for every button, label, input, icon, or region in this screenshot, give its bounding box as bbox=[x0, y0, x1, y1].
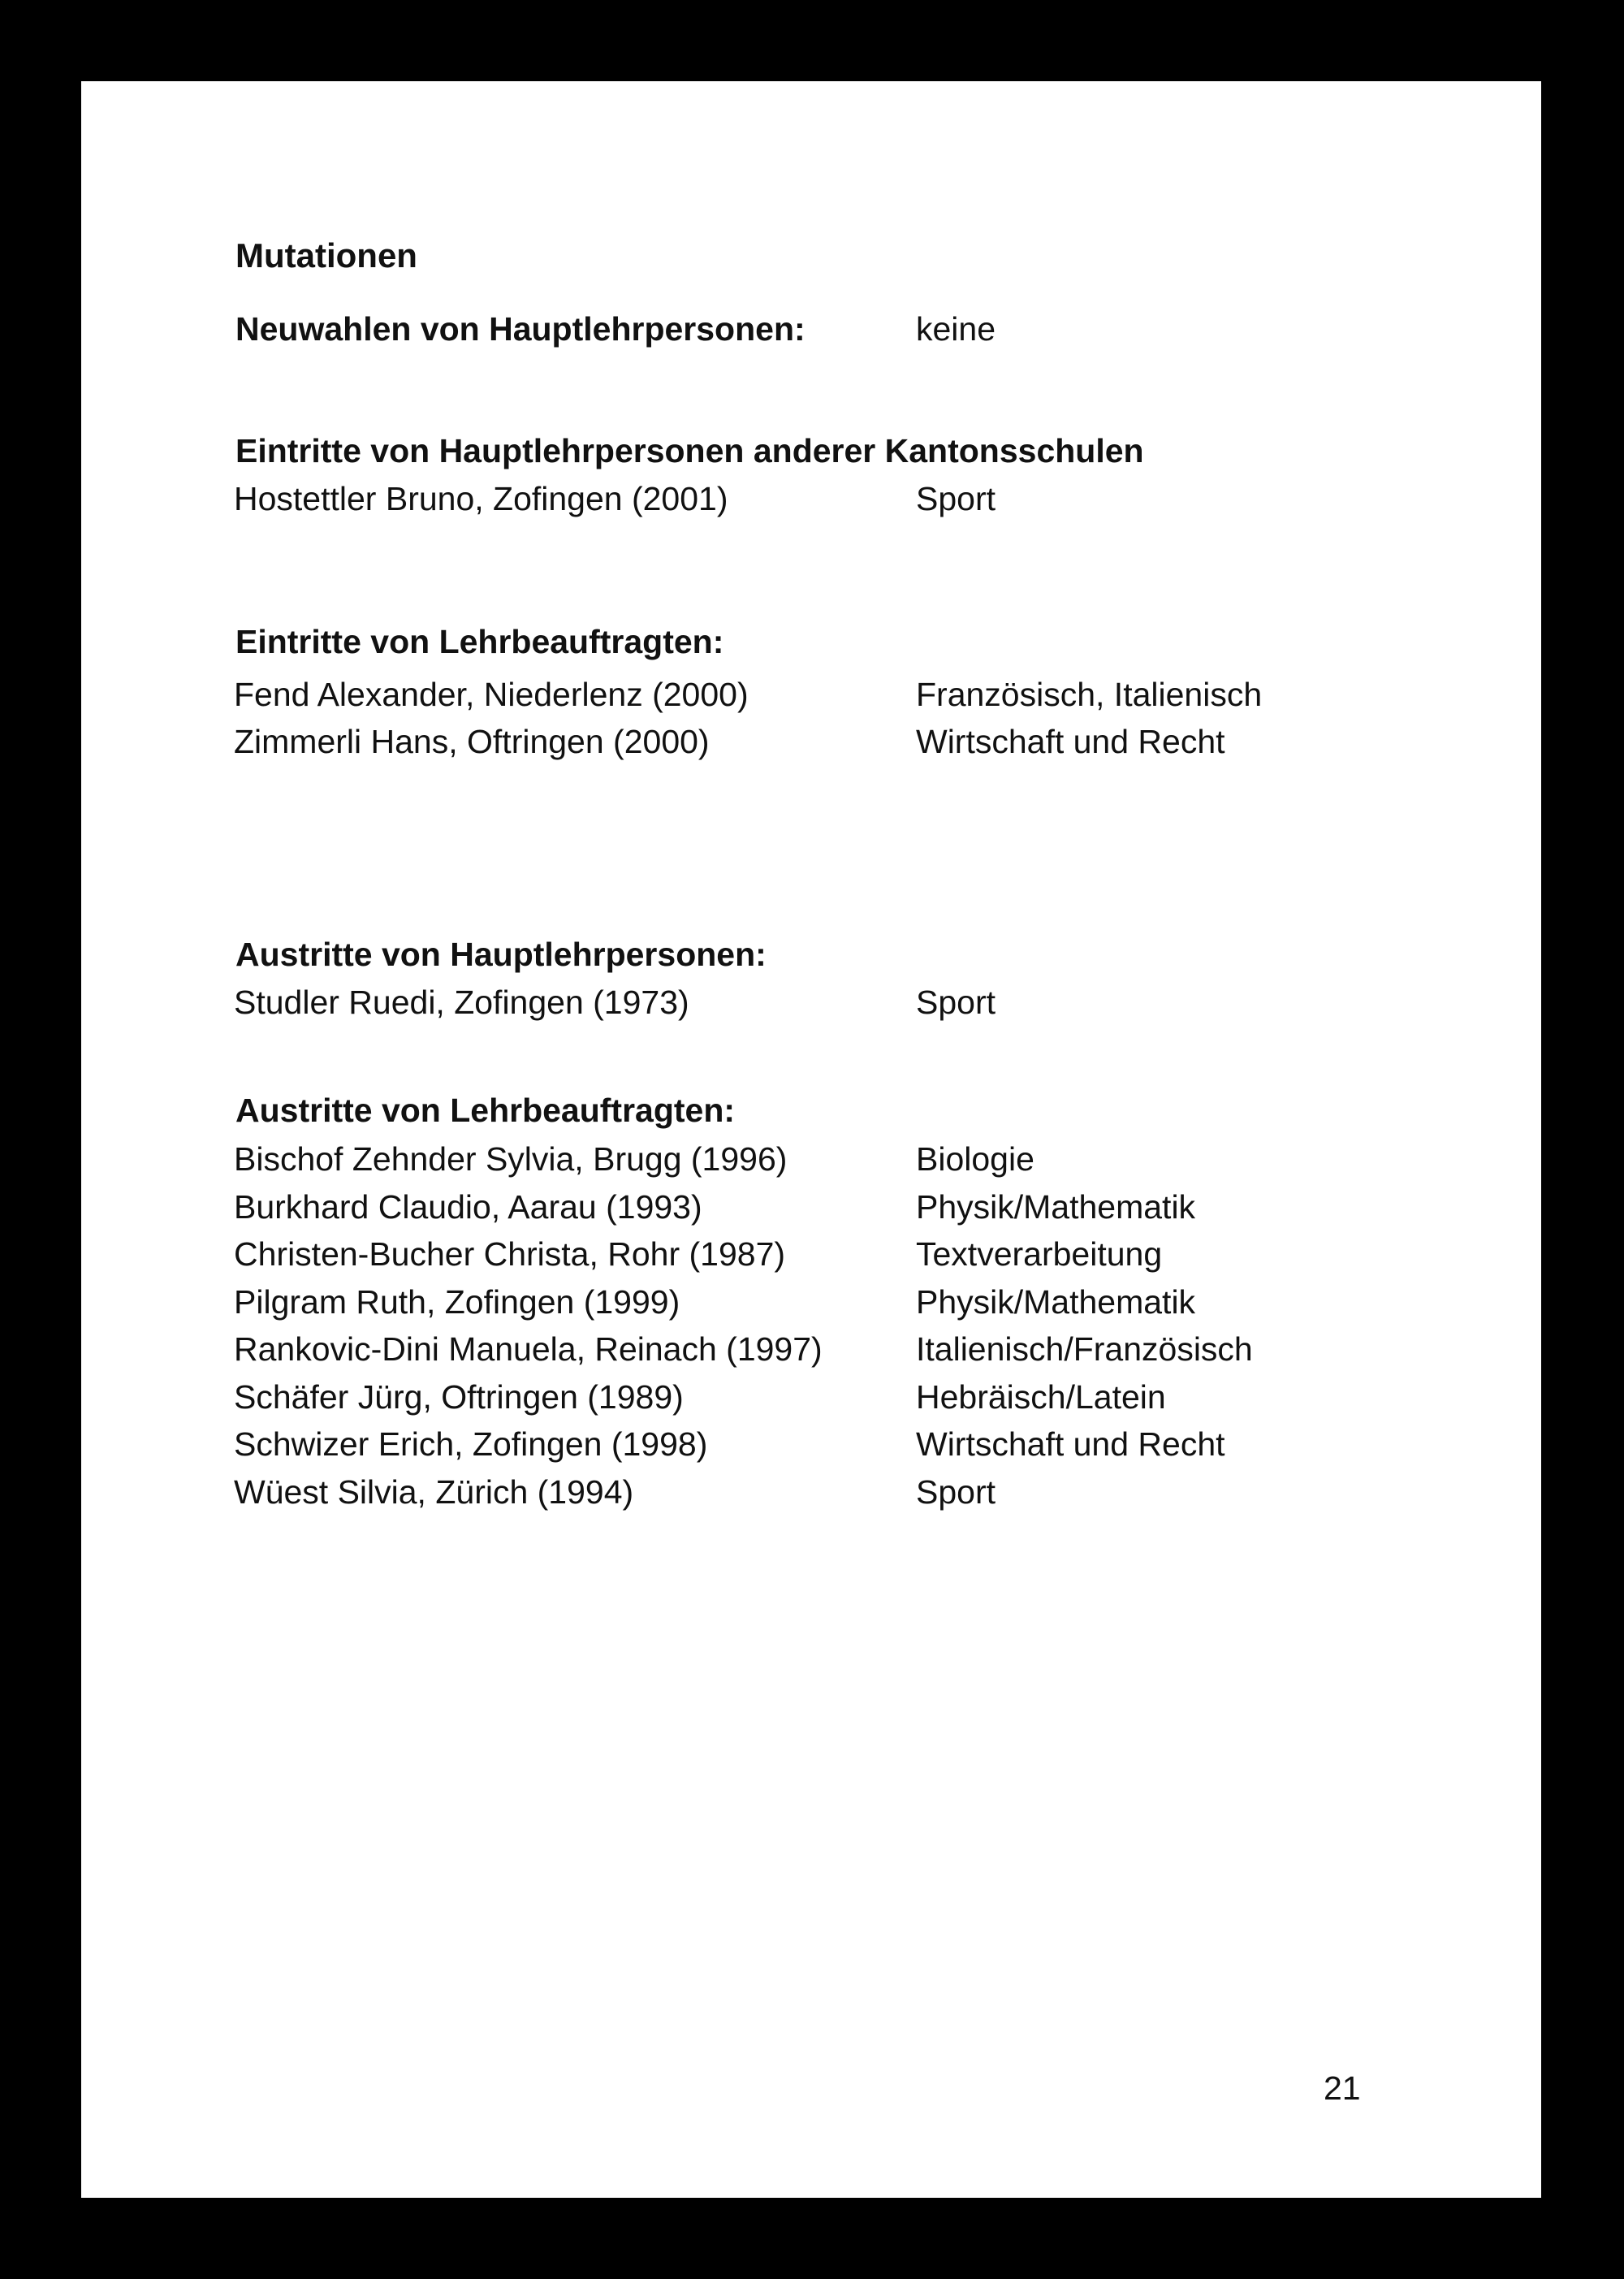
entry-name: Christen-Bucher Christa, Rohr (1987) bbox=[234, 1235, 786, 1273]
entry-subject: Französisch, Italienisch bbox=[916, 676, 1263, 713]
entry-name: Zimmerli Hans, Oftringen (2000) bbox=[234, 723, 710, 760]
entry-name: Schäfer Jürg, Oftringen (1989) bbox=[234, 1378, 684, 1416]
entry-subject: Sport bbox=[916, 984, 996, 1021]
entry-subject: Physik/Mathematik bbox=[916, 1283, 1196, 1321]
page-title: Mutationen bbox=[235, 236, 417, 275]
entry-name: Hostettler Bruno, Zofingen (2001) bbox=[234, 480, 728, 517]
entry-subject: Sport bbox=[916, 1473, 996, 1511]
neuwahlen-heading: Neuwahlen von Hauptlehrpersonen: bbox=[235, 310, 806, 348]
eintritte-lehrbeauftragte-heading: Eintritte von Lehrbeauftragten: bbox=[235, 623, 724, 660]
austritte-hauptlehrpersonen-heading: Austritte von Hauptlehrpersonen: bbox=[235, 936, 767, 973]
entry-subject: Hebräisch/Latein bbox=[916, 1378, 1166, 1416]
entry-name: Wüest Silvia, Zürich (1994) bbox=[234, 1473, 634, 1511]
entry-subject: Italienisch/Französisch bbox=[916, 1330, 1253, 1368]
document-page bbox=[81, 81, 1541, 2198]
entry-subject: Wirtschaft und Recht bbox=[916, 1425, 1225, 1463]
entry-name: Studler Ruedi, Zofingen (1973) bbox=[234, 984, 689, 1021]
entry-name: Fend Alexander, Niederlenz (2000) bbox=[234, 676, 749, 713]
entry-name: Schwizer Erich, Zofingen (1998) bbox=[234, 1425, 708, 1463]
entry-subject: Sport bbox=[916, 480, 996, 517]
entry-subject: Wirtschaft und Recht bbox=[916, 723, 1225, 760]
entry-name: Bischof Zehnder Sylvia, Brugg (1996) bbox=[234, 1140, 788, 1178]
entry-subject: Textverarbeitung bbox=[916, 1235, 1163, 1273]
neuwahlen-value: keine bbox=[916, 310, 996, 348]
page-number: 21 bbox=[1324, 2069, 1361, 2107]
eintritte-kantonsschulen-heading: Eintritte von Hauptlehrpersonen anderer Kantonsschulen bbox=[235, 432, 1144, 469]
entry-subject: Physik/Mathematik bbox=[916, 1188, 1196, 1226]
entry-subject: Biologie bbox=[916, 1140, 1034, 1178]
entry-name: Burkhard Claudio, Aarau (1993) bbox=[234, 1188, 702, 1226]
austritte-lehrbeauftragte-heading: Austritte von Lehrbeauftragten: bbox=[235, 1092, 736, 1129]
entry-name: Rankovic-Dini Manuela, Reinach (1997) bbox=[234, 1330, 823, 1368]
entry-name: Pilgram Ruth, Zofingen (1999) bbox=[234, 1283, 680, 1321]
